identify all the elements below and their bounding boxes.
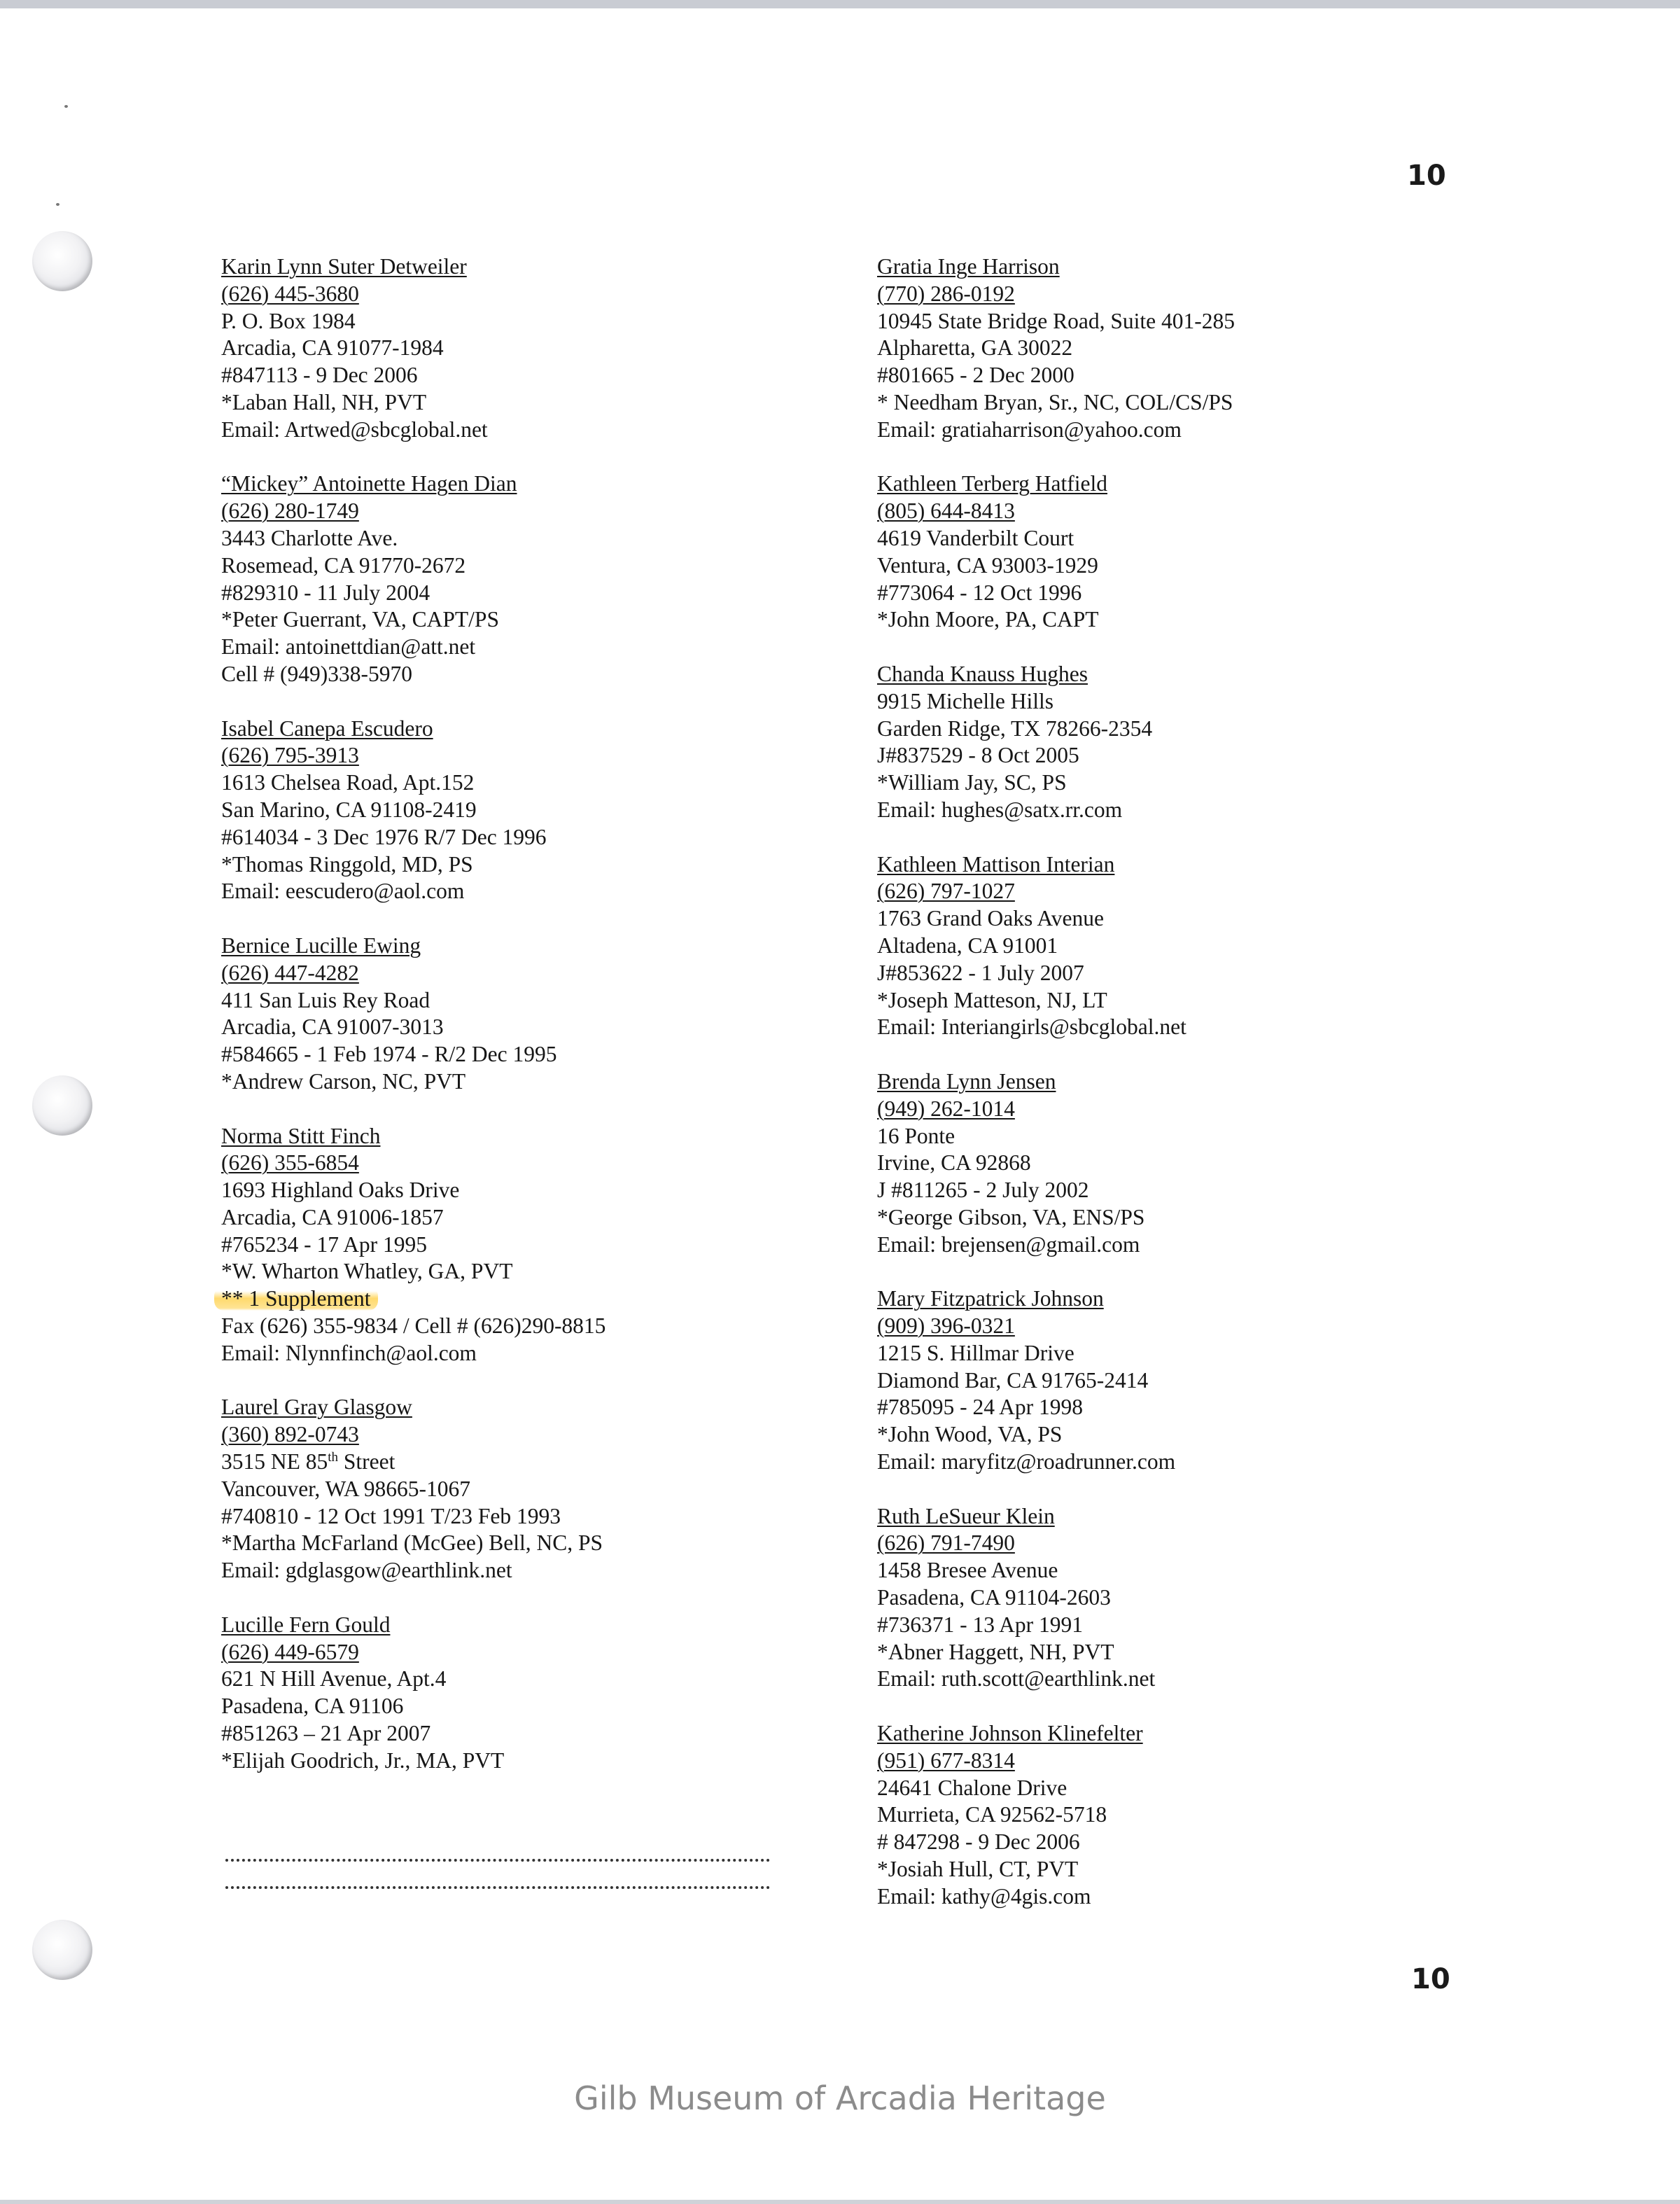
member-name: Laurel Gray Glasgow: [221, 1395, 412, 1420]
ancestor-line: *Peter Guerrant, VA, CAPT/PS: [221, 607, 499, 632]
member-phone: (626) 280-1749: [221, 498, 359, 524]
address-line: 4619 Vanderbilt Court: [877, 525, 1074, 550]
email-line: Email: brejensen@gmail.com: [877, 1232, 1140, 1257]
membership-line: #765234 - 17 Apr 1995: [221, 1232, 427, 1257]
member-name: Mary Fitzpatrick Johnson: [877, 1286, 1104, 1311]
dotted-rule: [225, 1859, 770, 1862]
address-line: 1693 Highland Oaks Drive: [221, 1178, 460, 1203]
ancestor-line: *Laban Hall, NH, PVT: [221, 389, 427, 414]
membership-line: #584665 - 1 Feb 1974 - R/2 Dec 1995: [221, 1042, 557, 1067]
member-entry: [221, 716, 606, 906]
street-suffix: Street: [338, 1449, 396, 1474]
email-line: Email: ruth.scott@earthlink.net: [877, 1666, 1156, 1692]
street-number: 3515 NE 85: [221, 1449, 328, 1474]
member-entry: [877, 1285, 1235, 1476]
city-line: Pasadena, CA 91106: [221, 1694, 404, 1719]
email-line: Email: Interiangirls@sbcglobal.net: [877, 1014, 1186, 1040]
ancestor-line: *Thomas Ringgold, MD, PS: [221, 851, 473, 877]
ancestor-line: * Needham Bryan, Sr., NC, COL/CS/PS: [877, 389, 1233, 414]
member-name: Brenda Lynn Jensen: [877, 1068, 1056, 1094]
email-line: Email: eescudero@aol.com: [221, 879, 465, 904]
address-line: 9915 Michelle Hills: [877, 688, 1054, 713]
member-name: Kathleen Terberg Hatfield: [877, 471, 1107, 496]
ancestor-line: *John Wood, VA, PS: [877, 1422, 1063, 1447]
ancestor-line: *William Jay, SC, PS: [877, 770, 1067, 795]
city-line: Garden Ridge, TX 78266-2354: [877, 716, 1153, 741]
membership-line: #829310 - 11 July 2004: [221, 580, 430, 605]
email-line: Email: Nlynnfinch@aol.com: [221, 1340, 477, 1365]
member-name: Karin Lynn Suter Detweiler: [221, 254, 467, 279]
ancestor-line: *George Gibson, VA, ENS/PS: [877, 1204, 1145, 1229]
membership-line: J#853622 - 1 July 2007: [877, 960, 1084, 985]
member-entry: [877, 1503, 1235, 1694]
city-line: Diamond Bar, CA 91765-2414: [877, 1367, 1149, 1393]
email-line: Email: hughes@satx.rr.com: [877, 797, 1123, 822]
member-phone: (626) 447-4282: [221, 960, 359, 985]
address-line: P. O. Box 1984: [221, 308, 356, 333]
member-entry: [877, 851, 1235, 1042]
address-line: 621 N Hill Avenue, Apt.4: [221, 1666, 447, 1692]
member-entry: [221, 1612, 606, 1775]
ancestor-line: *W. Wharton Whatley, GA, PVT: [221, 1259, 513, 1284]
supplement-highlight: ** 1 Supplement: [214, 1286, 378, 1311]
email-line: Email: gratiaharrison@yahoo.com: [877, 417, 1182, 442]
ancestor-line: *Joseph Matteson, NJ, LT: [877, 987, 1107, 1012]
email-line: Email: kathy@4gis.com: [877, 1883, 1091, 1909]
member-name: Gratia Inge Harrison: [877, 254, 1060, 279]
membership-line: #736371 - 13 Apr 1991: [877, 1612, 1083, 1637]
ancestor-line: *Andrew Carson, NC, PVT: [221, 1068, 466, 1094]
page-number-top: 10: [1407, 160, 1446, 192]
member-entry: [877, 1720, 1235, 1911]
binder-hole: [32, 231, 92, 291]
address-line: 1215 S. Hillmar Drive: [877, 1340, 1074, 1365]
address-line: 1613 Chelsea Road, Apt.152: [221, 770, 475, 795]
member-phone: (909) 396-0321: [877, 1313, 1015, 1339]
binder-hole: [32, 1920, 92, 1980]
city-line: Altadena, CA 91001: [877, 933, 1058, 958]
email-line: Email: gdglasgow@earthlink.net: [221, 1558, 512, 1583]
member-name: Katherine Johnson Klinefelter: [877, 1721, 1143, 1746]
membership-line: #773064 - 12 Oct 1996: [877, 580, 1082, 605]
address-line: [221, 1449, 606, 1476]
ancestor-line: *John Moore, PA, CAPT: [877, 607, 1099, 632]
member-entry: [221, 470, 606, 688]
city-line: Pasadena, CA 91104-2603: [877, 1585, 1111, 1610]
member-phone: (360) 892-0743: [221, 1422, 359, 1447]
membership-line: #740810 - 12 Oct 1991 T/23 Feb 1993: [221, 1503, 561, 1528]
address-line: 24641 Chalone Drive: [877, 1775, 1068, 1800]
scan-speck: [56, 203, 59, 206]
membership-line: #801665 - 2 Dec 2000: [877, 363, 1074, 388]
email-line: Email: antoinettdian@att.net: [221, 634, 476, 660]
footer-credit: Gilb Museum of Arcadia Heritage: [574, 2079, 1106, 2117]
membership-line: #851263 – 21 Apr 2007: [221, 1721, 431, 1746]
street-ordinal: th: [328, 1450, 339, 1465]
member-name: Lucille Fern Gould: [221, 1612, 391, 1637]
city-line: Vancouver, WA 98665-1067: [221, 1476, 470, 1501]
member-phone: (949) 262-1014: [877, 1096, 1015, 1121]
address-line: 411 San Luis Rey Road: [221, 987, 430, 1012]
fax-cell-line: Fax (626) 355-9834 / Cell # (626)290-8815: [221, 1313, 606, 1339]
ancestor-line: *Abner Haggett, NH, PVT: [877, 1639, 1114, 1664]
ancestor-line: *Elijah Goodrich, Jr., MA, PVT: [221, 1748, 505, 1773]
member-phone: (626) 355-6854: [221, 1150, 359, 1176]
membership-line: #847113 - 9 Dec 2006: [221, 363, 418, 388]
member-entry: [221, 253, 606, 444]
membership-line: # 847298 - 9 Dec 2006: [877, 1829, 1080, 1855]
address-line: 1458 Bresee Avenue: [877, 1558, 1058, 1583]
city-line: Murrieta, CA 92562-5718: [877, 1802, 1107, 1827]
member-entry: [877, 470, 1235, 634]
ancestor-line: *Martha McFarland (McGee) Bell, NC, PS: [221, 1530, 603, 1556]
member-name: Kathleen Mattison Interian: [877, 851, 1115, 877]
city-line: Arcadia, CA 91007-3013: [221, 1014, 444, 1040]
city-line: Irvine, CA 92868: [877, 1150, 1031, 1176]
city-line: Ventura, CA 93003-1929: [877, 552, 1098, 578]
membership-line: J#837529 - 8 Oct 2005: [877, 743, 1079, 768]
membership-line: J #811265 - 2 July 2002: [877, 1178, 1089, 1203]
member-name: Chanda Knauss Hughes: [877, 661, 1088, 686]
member-phone: (951) 677-8314: [877, 1748, 1015, 1773]
member-phone: (770) 286-0192: [877, 281, 1015, 306]
address-line: 3443 Charlotte Ave.: [221, 525, 398, 550]
member-entry: [877, 253, 1235, 444]
dotted-rule: [225, 1886, 770, 1889]
member-name: Ruth LeSueur Klein: [877, 1503, 1055, 1528]
right-column: [877, 253, 1235, 1937]
address-line: 16 Ponte: [877, 1123, 955, 1148]
member-phone: (626) 449-6579: [221, 1639, 359, 1664]
scan-top-edge: [0, 0, 1680, 8]
cell-line: Cell # (949)338-5970: [221, 661, 412, 686]
address-line: 1763 Grand Oaks Avenue: [877, 906, 1104, 931]
member-phone: (626) 791-7490: [877, 1530, 1015, 1556]
email-line: Email: maryfitz@roadrunner.com: [877, 1449, 1176, 1474]
member-entry: [877, 1068, 1235, 1259]
member-entry: [221, 933, 606, 1096]
city-line: Alpharetta, GA 30022: [877, 335, 1073, 361]
scan-speck: [64, 105, 68, 108]
member-phone: (626) 445-3680: [221, 281, 359, 306]
member-entry: [221, 1394, 606, 1584]
member-name: Bernice Lucille Ewing: [221, 933, 421, 958]
city-line: Rosemead, CA 91770-2672: [221, 552, 466, 578]
left-column: [221, 253, 606, 1801]
member-name: Isabel Canepa Escudero: [221, 716, 433, 741]
city-line: Arcadia, CA 91006-1857: [221, 1204, 444, 1229]
address-line: 10945 State Bridge Road, Suite 401-285: [877, 308, 1235, 333]
scan-bottom-edge: [0, 2200, 1680, 2204]
member-name: Norma Stitt Finch: [221, 1123, 381, 1148]
email-line: Email: Artwed@sbcglobal.net: [221, 417, 488, 442]
membership-line: #785095 - 24 Apr 1998: [877, 1395, 1083, 1420]
city-line: San Marino, CA 91108-2419: [221, 797, 477, 822]
member-phone: (626) 797-1027: [877, 879, 1015, 904]
member-entry: [877, 661, 1235, 824]
member-entry: [221, 1123, 606, 1367]
page-number-bottom: 10: [1411, 1963, 1450, 1995]
membership-line: #614034 - 3 Dec 1976 R/7 Dec 1996: [221, 824, 547, 849]
ancestor-line: *Josiah Hull, CT, PVT: [877, 1857, 1079, 1882]
city-line: Arcadia, CA 91077-1984: [221, 335, 444, 361]
member-phone: (805) 644-8413: [877, 498, 1015, 524]
member-phone: (626) 795-3913: [221, 743, 359, 768]
binder-hole: [32, 1075, 92, 1136]
member-name: “Mickey” Antoinette Hagen Dian: [221, 471, 517, 496]
